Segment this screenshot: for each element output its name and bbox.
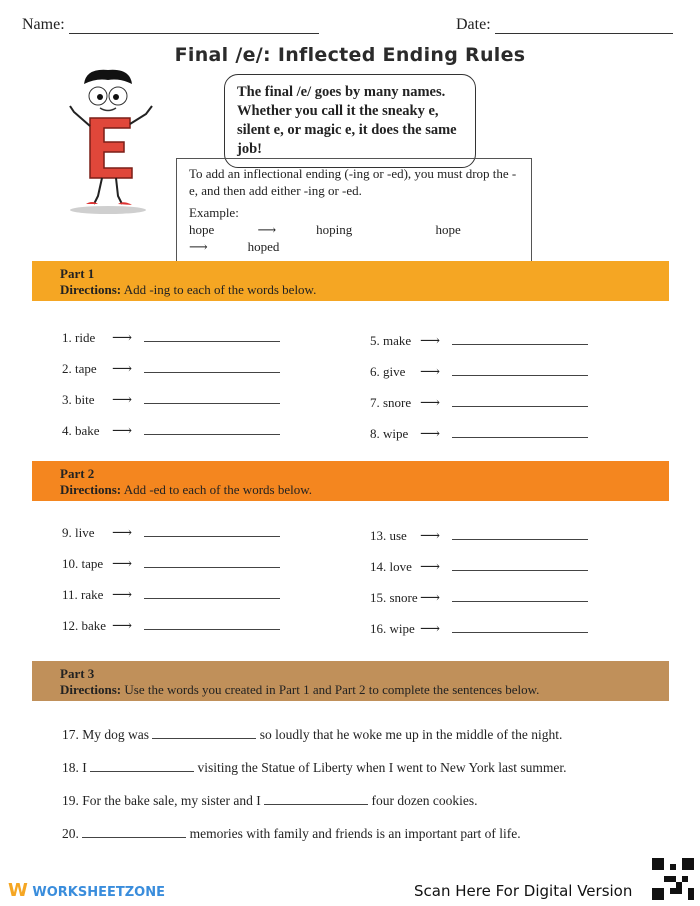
- example-row: [189, 221, 519, 255]
- example-label: Example:: [189, 205, 239, 220]
- arrow-icon: ⟶: [257, 222, 277, 237]
- item-word: 8. wipe: [370, 426, 409, 441]
- answer-blank[interactable]: [144, 617, 280, 630]
- part1-item: [370, 425, 630, 443]
- item-word: 6. give: [370, 364, 406, 379]
- part1-directions: Add -ing to each of the words below.: [123, 282, 317, 297]
- name-label: Name:: [22, 16, 65, 33]
- part3-header: Part 3 Directions: Use the words you created in Part 1 and Part 2 to complete the sentences below.: [32, 661, 669, 701]
- answer-blank[interactable]: [144, 360, 280, 373]
- answer-blank[interactable]: [452, 332, 588, 345]
- example-ing: hope ⟶ hoping: [189, 222, 353, 237]
- item-word: 2. tape: [62, 361, 97, 376]
- answer-blank[interactable]: [264, 792, 368, 805]
- answer-blank[interactable]: [452, 363, 588, 376]
- arrow-icon: ⟶: [420, 334, 441, 349]
- date-line[interactable]: [495, 33, 673, 34]
- arrow-icon: ⟶: [420, 427, 441, 442]
- date-label: Date:: [456, 16, 491, 33]
- letter-e-mascot-illustration: [62, 66, 162, 218]
- part2-item: [370, 558, 630, 576]
- part2-directions: Add -ed to each of the words below.: [123, 482, 313, 497]
- arrow-icon: ⟶: [420, 591, 441, 606]
- answer-blank[interactable]: [144, 586, 280, 599]
- speech-bubble: The final /e/ goes by many names. Whether you call it the sneaky e, silent e, or magic e, it does the same job!: [224, 74, 476, 168]
- answer-blank[interactable]: [144, 391, 280, 404]
- answer-blank[interactable]: [90, 759, 194, 772]
- item-word: 1. ride: [62, 330, 96, 345]
- arrow-icon: ⟶: [112, 526, 133, 541]
- part2-item: [370, 620, 630, 638]
- sentence-item: 18. I visiting the Statue of Liberty when I went to New York last summer.: [62, 760, 567, 775]
- part2-item: [370, 527, 630, 545]
- answer-blank[interactable]: [452, 394, 588, 407]
- name-field: [22, 16, 319, 34]
- arrow-icon: ⟶: [189, 239, 208, 254]
- arrow-icon: ⟶: [420, 622, 441, 637]
- item-word: 7. snore: [370, 395, 412, 410]
- answer-blank[interactable]: [452, 425, 588, 438]
- part3-directions: Use the words you created in Part 1 and Part 2 to complete the sentences below.: [124, 682, 540, 697]
- part2-item: [370, 589, 630, 607]
- answer-blank[interactable]: [452, 527, 588, 540]
- sentence-item: 17. My dog was so loudly that he woke me up in the middle of the night.: [62, 727, 563, 742]
- part1-item: [62, 329, 322, 347]
- arrow-icon: ⟶: [112, 619, 133, 634]
- name-line[interactable]: [69, 33, 319, 34]
- item-word: 12. bake: [62, 618, 107, 633]
- part1-item: [370, 394, 630, 412]
- item-word: 10. tape: [62, 556, 104, 571]
- item-word: 3. bite: [62, 392, 95, 407]
- answer-blank[interactable]: [452, 620, 588, 633]
- part1-item: [370, 332, 630, 350]
- item-word: 13. use: [370, 528, 407, 543]
- arrow-icon: ⟶: [420, 560, 441, 575]
- part2-item: [62, 586, 322, 604]
- arrow-icon: ⟶: [112, 588, 133, 603]
- part1-item: [370, 363, 630, 381]
- part1-title: Part 1: [60, 266, 95, 281]
- sentence-item: 19. For the bake sale, my sister and I four dozen cookies.: [62, 793, 478, 808]
- qr-code-icon[interactable]: [652, 858, 694, 900]
- sentence-item: 20. memories with family and friends is an important part of life.: [62, 826, 521, 841]
- part3-title: Part 3: [60, 666, 95, 681]
- part2-item: [62, 555, 322, 573]
- arrow-icon: ⟶: [112, 557, 133, 572]
- item-word: 14. love: [370, 559, 412, 574]
- arrow-icon: ⟶: [420, 396, 441, 411]
- item-word: 16. wipe: [370, 621, 415, 636]
- answer-blank[interactable]: [144, 329, 280, 342]
- item-word: 5. make: [370, 333, 412, 348]
- part2-item: [62, 617, 322, 635]
- rule-box: [176, 158, 532, 264]
- part1-header: Part 1 Directions: Add -ing to each of the words below.: [32, 261, 669, 301]
- arrow-icon: ⟶: [420, 529, 441, 544]
- item-word: 11. rake: [62, 587, 104, 602]
- w-logo-icon: W: [8, 880, 28, 901]
- arrow-icon: ⟶: [112, 424, 133, 439]
- part2-header: Part 2 Directions: Add -ed to each of the words below.: [32, 461, 669, 501]
- rule-text: To add an inflectional ending (-ing or -ed), you must drop the -e, and then add either -ing or -ed.: [189, 166, 517, 198]
- part1-item: [62, 422, 322, 440]
- answer-blank[interactable]: [144, 422, 280, 435]
- part2-item: [62, 524, 322, 542]
- page-title: Final /e/: Inflected Ending Rules: [174, 44, 526, 66]
- part1-item: [62, 360, 322, 378]
- answer-blank[interactable]: [152, 726, 256, 739]
- arrow-icon: ⟶: [112, 331, 133, 346]
- answer-blank[interactable]: [452, 589, 588, 602]
- arrow-icon: ⟶: [420, 365, 441, 380]
- answer-blank[interactable]: [144, 524, 280, 537]
- part2-title: Part 2: [60, 466, 95, 481]
- part1-item: [62, 391, 322, 409]
- answer-blank[interactable]: [452, 558, 588, 571]
- item-word: 4. bake: [62, 423, 100, 438]
- worksheetzone-logo[interactable]: W WORKSHEETZONE: [8, 880, 165, 901]
- arrow-icon: ⟶: [112, 362, 133, 377]
- item-word: 15. snore: [370, 590, 418, 605]
- example-ed: hope ⟶ hoped: [189, 222, 461, 254]
- item-word: 9. live: [62, 525, 95, 540]
- arrow-icon: ⟶: [112, 393, 133, 408]
- answer-blank[interactable]: [82, 825, 186, 838]
- answer-blank[interactable]: [144, 555, 280, 568]
- scan-text: Scan Here For Digital Version: [414, 882, 633, 900]
- date-field: [456, 16, 673, 34]
